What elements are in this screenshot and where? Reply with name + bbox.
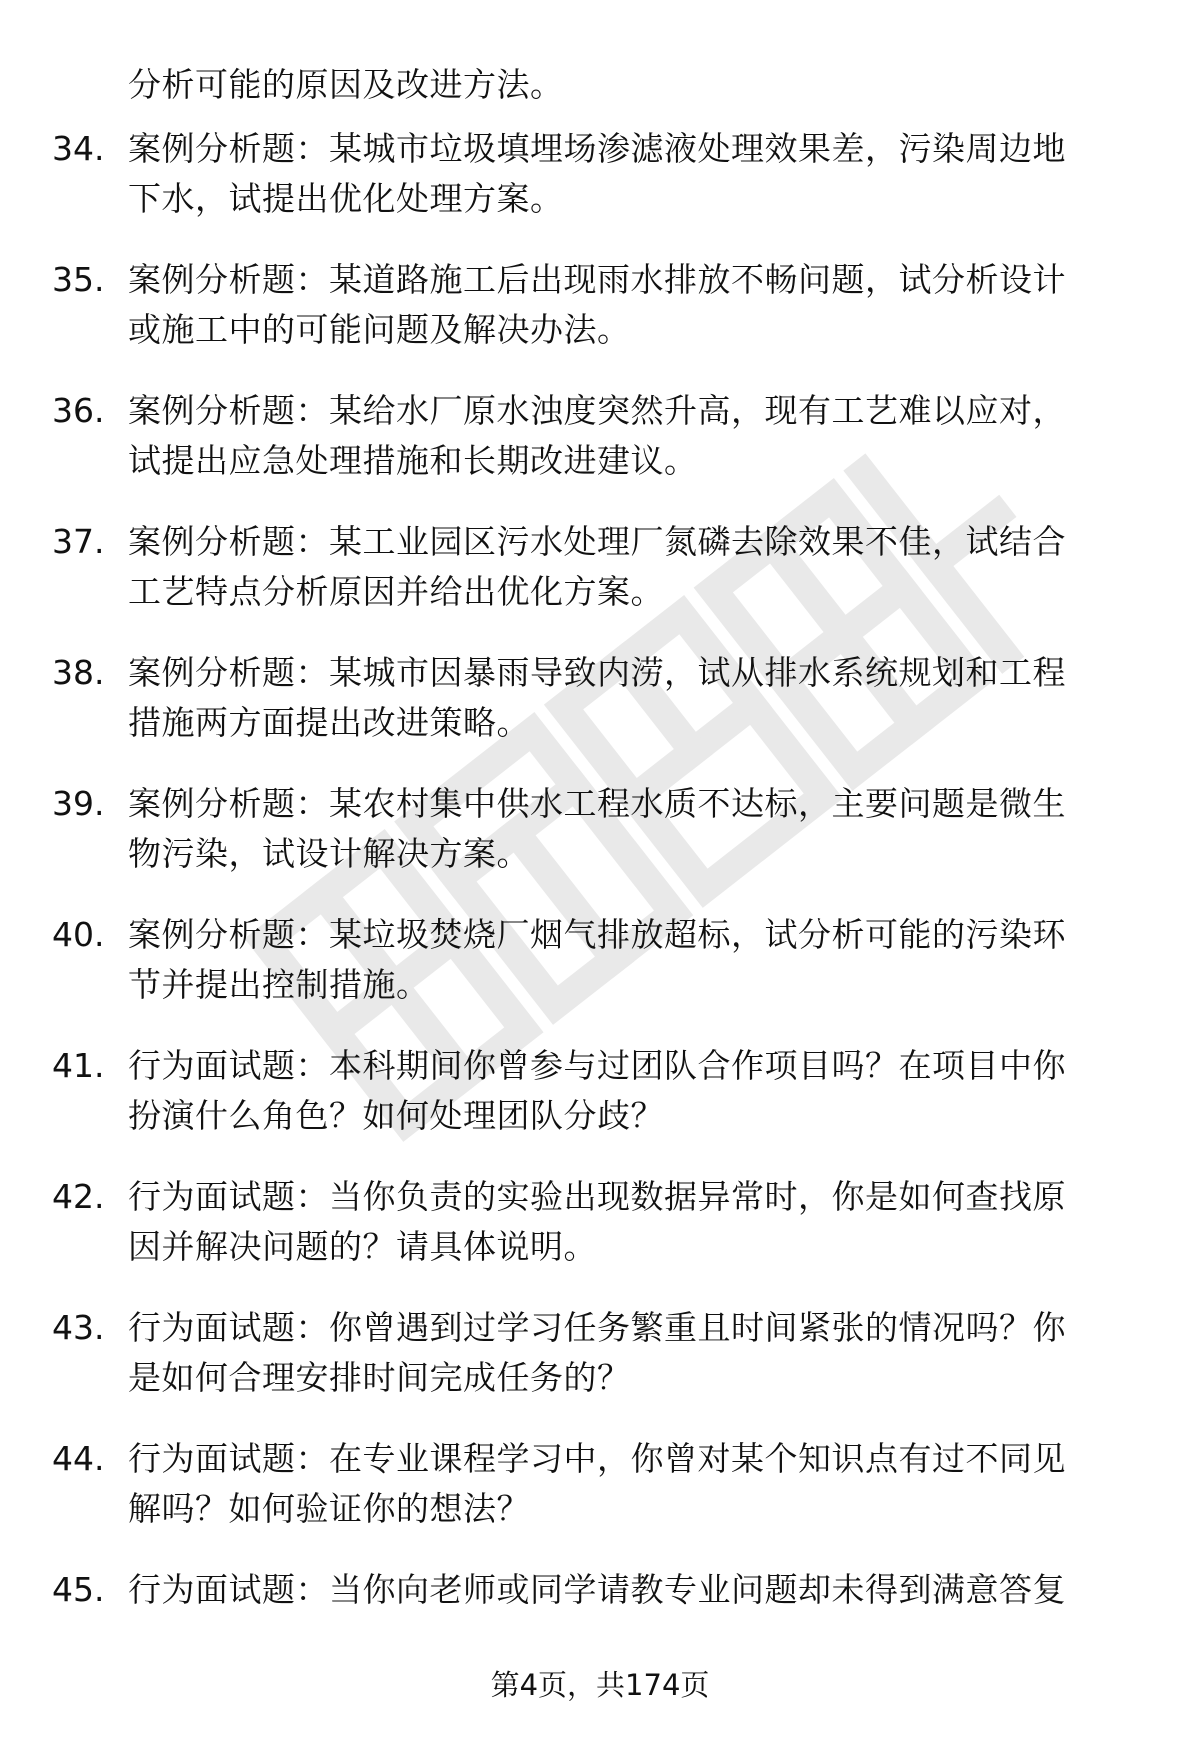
- page-footer: 第4页，共174页: [490, 1668, 710, 1702]
- item-number: 45.: [52, 1570, 105, 1609]
- item-text: 案例分析题：某城市因暴雨导致内涝，试从排水系统规划和工程 措施两方面提出改进策略。: [128, 653, 1066, 742]
- item-text: 行为面试题：当你负责的实验出现数据异常时，你是如何查找原 因并解决问题的？请具体说明。: [128, 1177, 1066, 1266]
- continuation-text: 分析可能的原因及改进方法。: [128, 65, 564, 104]
- item-text: 案例分析题：某工业园区污水处理厂氮磷去除效果不佳，试结合 工艺特点分析原因并给出优化方案。: [128, 522, 1066, 611]
- item-number: 42.: [52, 1177, 105, 1216]
- item-number: 34.: [52, 129, 105, 168]
- item-number: 41.: [52, 1046, 105, 1085]
- item-number: 35.: [52, 260, 105, 299]
- item-text: 案例分析题：某城市垃圾填埋场渗滤液处理效果差，污染周边地 下水，试提出优化处理方案。: [128, 129, 1066, 218]
- item-text: 行为面试题：你曾遇到过学习任务繁重且时间紧张的情况吗？你 是如何合理安排时间完成任务的？: [128, 1308, 1066, 1397]
- item-number: 37.: [52, 522, 105, 561]
- item-number: 39.: [52, 784, 105, 823]
- item-text: 行为面试题：在专业课程学习中，你曾对某个知识点有过不同见 解吗？如何验证你的想法？: [128, 1439, 1066, 1528]
- item-number: 38.: [52, 653, 105, 692]
- item-text: 行为面试题：当你向老师或同学请教专业问题却未得到满意答复: [128, 1570, 1066, 1609]
- item-text: 行为面试题：本科期间你曾参与过团队合作项目吗？在项目中你 扮演什么角色？如何处理团队分歧？: [128, 1046, 1066, 1135]
- item-text: 案例分析题：某垃圾焚烧厂烟气排放超标，试分析可能的污染环 节并提出控制措施。: [128, 915, 1066, 1004]
- item-number: 36.: [52, 391, 105, 430]
- item-text: 案例分析题：某农村集中供水工程水质不达标，主要问题是微生 物污染，试设计解决方案。: [128, 784, 1066, 873]
- item-text: 案例分析题：某给水厂原水浊度突然升高，现有工艺难以应对， 试提出应急处理措施和长期改进建议。: [128, 391, 1066, 480]
- item-number: 40.: [52, 915, 105, 954]
- item-number: 43.: [52, 1308, 105, 1347]
- item-text: 案例分析题：某道路施工后出现雨水排放不畅问题，试分析设计 或施工中的可能问题及解决办法。: [128, 260, 1066, 349]
- item-number: 44.: [52, 1439, 105, 1478]
